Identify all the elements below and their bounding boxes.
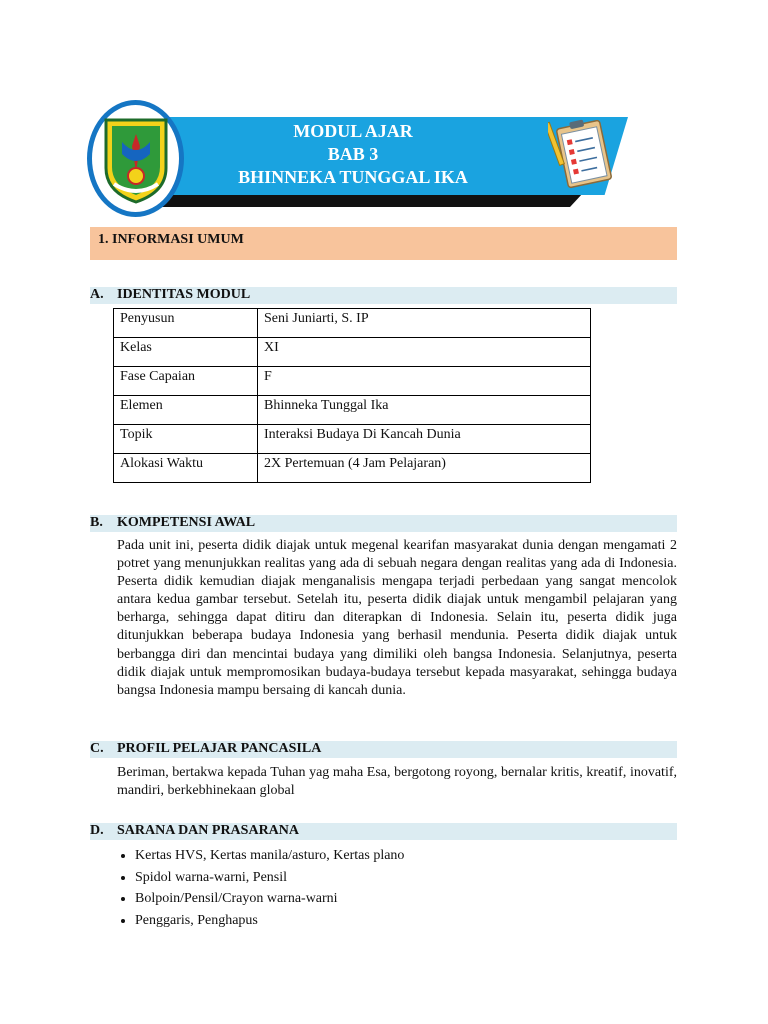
heading-title: SARANA DAN PRASARANA <box>117 823 300 838</box>
section-informasi-umum <box>90 227 677 260</box>
row-value: 2X Pertemuan (4 Jam Pelajaran) <box>258 454 591 483</box>
title-line-2: BAB 3 <box>327 144 379 164</box>
profil-paragraph: Beriman, bertakwa kepada Tuhan yag maha Esa, bergotong royong, bernalar kritis, kreatif, inovatif, mandiri, berkebhinekaan global <box>117 765 677 799</box>
clipboard-checklist-icon <box>548 116 614 190</box>
title-line-3: BHINNEKA TUNGGAL IKA <box>238 167 468 187</box>
table-row <box>114 338 591 367</box>
sarana-list <box>117 845 404 931</box>
heading-title: PROFIL PELAJAR PANCASILA <box>117 741 322 756</box>
table-row <box>114 454 591 483</box>
row-key: Penyusun <box>114 309 258 338</box>
row-key: Kelas <box>114 338 258 367</box>
list-item: • Penggaris, Penghapus <box>135 910 404 932</box>
heading-title: KOMPETENSI AWAL <box>117 515 256 530</box>
section-label: 1. INFORMASI UMUM <box>98 232 244 247</box>
heading-letter: C. <box>90 741 104 756</box>
row-key: Fase Capaian <box>114 367 258 396</box>
table-row <box>114 309 591 338</box>
heading-identitas-modul <box>90 287 677 304</box>
list-item: • Spidol warna-warni, Pensil <box>135 867 404 889</box>
heading-profil-pelajar <box>90 741 677 758</box>
identity-table <box>113 308 591 483</box>
list-item: • Kertas HVS, Kertas manila/asturo, Kertas plano <box>135 845 404 867</box>
heading-letter: A. <box>90 287 104 302</box>
row-key: Alokasi Waktu <box>114 454 258 483</box>
table-row <box>114 396 591 425</box>
row-key: Topik <box>114 425 258 454</box>
heading-title: IDENTITAS MODUL <box>117 287 251 302</box>
school-logo-icon <box>100 112 172 204</box>
row-value: XI <box>258 338 591 367</box>
title-line-1: MODUL AJAR <box>293 121 413 141</box>
row-value: F <box>258 367 591 396</box>
kompetensi-paragraph: Pada unit ini, peserta didik diajak untuk megenal kearifan masyarakat dunia dengan mengamati 2 potret yang menunjukkan realitas yang ada di sebuah negara dengan realitas yang ada di Indonesia. Peserta didik kemudian diajak menganalisis mengapa terjadi perbedaan yang sangat mencolok antara kedua gambar tersebut. Setelah itu, peserta didik diajak untuk mengambil pelajaran yang berharga, sehingga dapat ditiru dan diterapkan di Indonesia. Selain itu, peserta didik juga ditunjukkan beberapa budaya Indonesia yang berhasil mendunia. Peserta didik diajak untuk berbangga diri dan mencintai budaya yang dimiliki oleh bangsa Indonesia. Selanjutnya, peserta didik diajak untuk mempromosikan budaya-budaya tersebut kepada masyarakat, sehingga budaya bangsa Indonesia mampu bersaing di kancah dunia. <box>117 538 677 698</box>
heading-sarana-prasarana <box>90 823 677 840</box>
row-key: Elemen <box>114 396 258 425</box>
table-row <box>114 367 591 396</box>
heading-letter: B. <box>90 515 103 530</box>
row-value: Interaksi Budaya Di Kancah Dunia <box>258 425 591 454</box>
row-value: Seni Juniarti, S. IP <box>258 309 591 338</box>
module-title <box>200 120 506 189</box>
heading-letter: D. <box>90 823 104 838</box>
row-value: Bhinneka Tunggal Ika <box>258 396 591 425</box>
table-row <box>114 425 591 454</box>
list-item: • Bolpoin/Pensil/Crayon warna-warni <box>135 888 404 910</box>
banner-shadow <box>150 193 583 207</box>
heading-kompetensi-awal <box>90 515 677 532</box>
